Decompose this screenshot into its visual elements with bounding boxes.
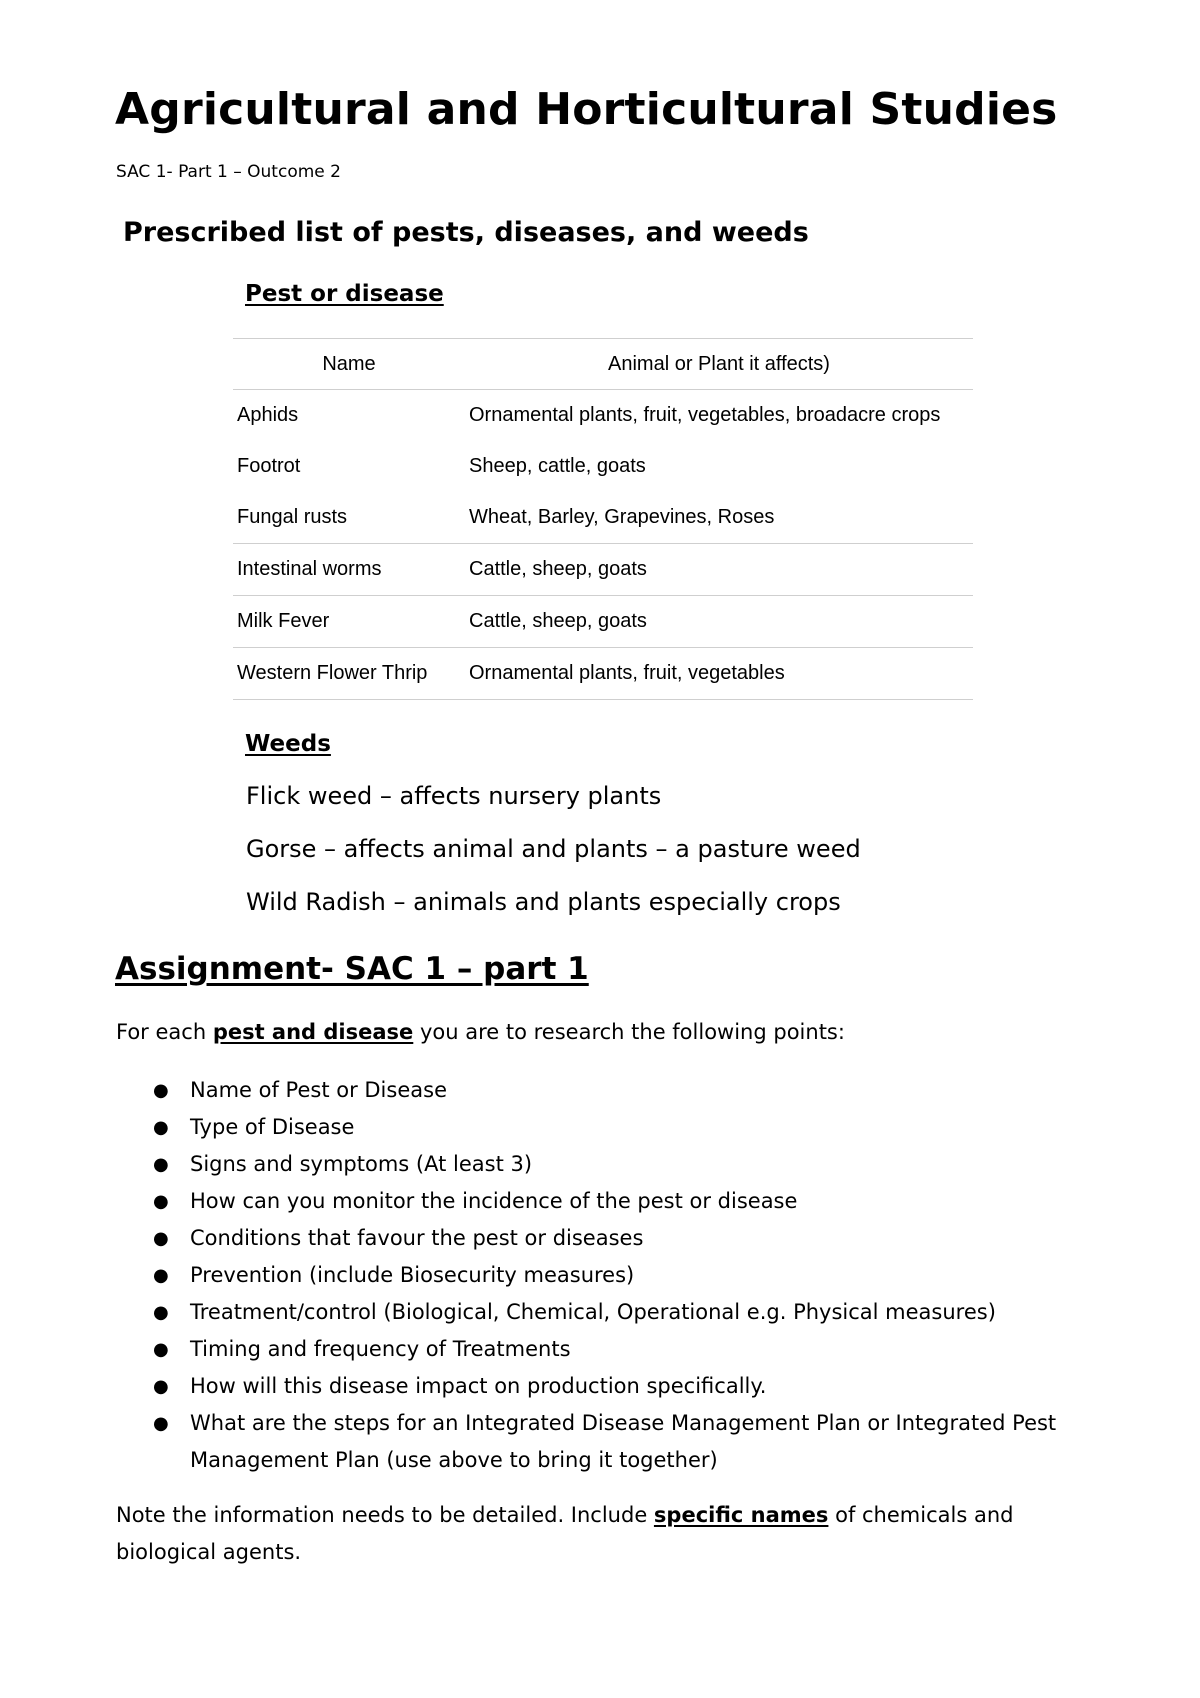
pest-table (233, 338, 973, 700)
bullet-icon: ● (153, 1339, 169, 1360)
intro-text: you are to research the following points: (413, 1020, 845, 1044)
table-row (233, 441, 973, 492)
column-header-affects: Animal or Plant it affects) (465, 339, 973, 390)
list-item (150, 1257, 1090, 1294)
prescribed-list-heading: Prescribed list of pests, diseases, and weeds (123, 217, 809, 248)
list-item-text: Prevention (include Biosecurity measures) (190, 1263, 635, 1287)
table-row (233, 648, 973, 700)
research-points-list (150, 1072, 1090, 1479)
pest-name-cell: Milk Fever (233, 596, 465, 648)
pest-name-cell: Aphids (237, 404, 299, 426)
pest-affects-cell: Ornamental plants, fruit, vegetables, broadacre crops (469, 404, 941, 426)
pest-affects-cell: Sheep, cattle, goats (469, 455, 646, 477)
bullet-icon: ● (153, 1191, 169, 1212)
list-item-text: Treatment/control (Biological, Chemical, Operational e.g. Physical measures) (190, 1300, 996, 1324)
list-item-text: Type of Disease (190, 1115, 355, 1139)
bullet-icon: ● (153, 1265, 169, 1286)
weed-item: Gorse – affects animal and plants – a pasture weed (246, 835, 861, 863)
column-header-name: Name (233, 339, 465, 390)
weed-item: Wild Radish – animals and plants especially crops (246, 888, 841, 916)
pest-affects-cell: Cattle, sheep, goats (465, 596, 973, 648)
pest-table-header-row (233, 339, 973, 390)
pest-name-cell: Intestinal worms (233, 544, 465, 596)
table-row (233, 596, 973, 648)
assignment-intro (116, 1017, 845, 1047)
table-row (233, 492, 973, 544)
pest-name-cell: Fungal rusts (233, 492, 465, 544)
page-title: Agricultural and Horticultural Studies (115, 84, 1058, 135)
list-item-text: Timing and frequency of Treatments (190, 1337, 571, 1361)
list-item-text: What are the steps for an Integrated Disease Management Plan or Integrated Pest Management Plan (use above to bring it together) (190, 1411, 1057, 1472)
page-subtitle: SAC 1- Part 1 – Outcome 2 (116, 162, 341, 182)
note-text: of chemicals and biological agents. (116, 1503, 1014, 1564)
list-item (150, 1294, 1090, 1331)
list-item (150, 1183, 1090, 1220)
list-item (150, 1220, 1090, 1257)
list-item (150, 1109, 1090, 1146)
assignment-heading: Assignment- SAC 1 – part 1 (115, 951, 589, 987)
weeds-section-heading: Weeds (245, 731, 331, 757)
pest-section-heading: Pest or disease (245, 281, 444, 307)
note-text: Note the information needs to be detailed. Include (116, 1503, 654, 1527)
bullet-icon: ● (153, 1228, 169, 1249)
pest-affects-cell: Wheat, Barley, Grapevines, Roses (465, 492, 973, 544)
bullet-icon: ● (153, 1376, 169, 1397)
list-item-text: How will this disease impact on production specifically. (190, 1374, 767, 1398)
list-item (150, 1368, 1090, 1405)
pest-affects-cell: Cattle, sheep, goats (465, 544, 973, 596)
pest-affects-cell: Ornamental plants, fruit, vegetables (465, 648, 973, 700)
list-item-text: Signs and symptoms (At least 3) (190, 1152, 533, 1176)
bullet-icon: ● (153, 1302, 169, 1323)
note-emphasis: specific names (653, 1503, 829, 1527)
list-item (150, 1072, 1090, 1109)
pest-name-cell: Western Flower Thrip (233, 648, 465, 700)
weed-item: Flick weed – affects nursery plants (246, 782, 662, 810)
bullet-icon: ● (153, 1413, 169, 1434)
list-item (150, 1146, 1090, 1183)
bullet-icon: ● (153, 1080, 169, 1101)
list-item-text: Name of Pest or Disease (190, 1078, 447, 1102)
list-item (150, 1331, 1090, 1368)
list-item-text: Conditions that favour the pest or diseases (190, 1226, 644, 1250)
detail-note (116, 1497, 1056, 1571)
bullet-icon: ● (153, 1154, 169, 1175)
bullet-icon: ● (153, 1117, 169, 1138)
intro-text: For each (116, 1020, 213, 1044)
table-row (233, 390, 973, 442)
pest-name-cell: Footrot (237, 455, 301, 477)
list-item (150, 1405, 1090, 1479)
list-item-text: How can you monitor the incidence of the pest or disease (190, 1189, 798, 1213)
intro-emphasis: pest and disease (212, 1020, 414, 1044)
table-row (233, 544, 973, 596)
